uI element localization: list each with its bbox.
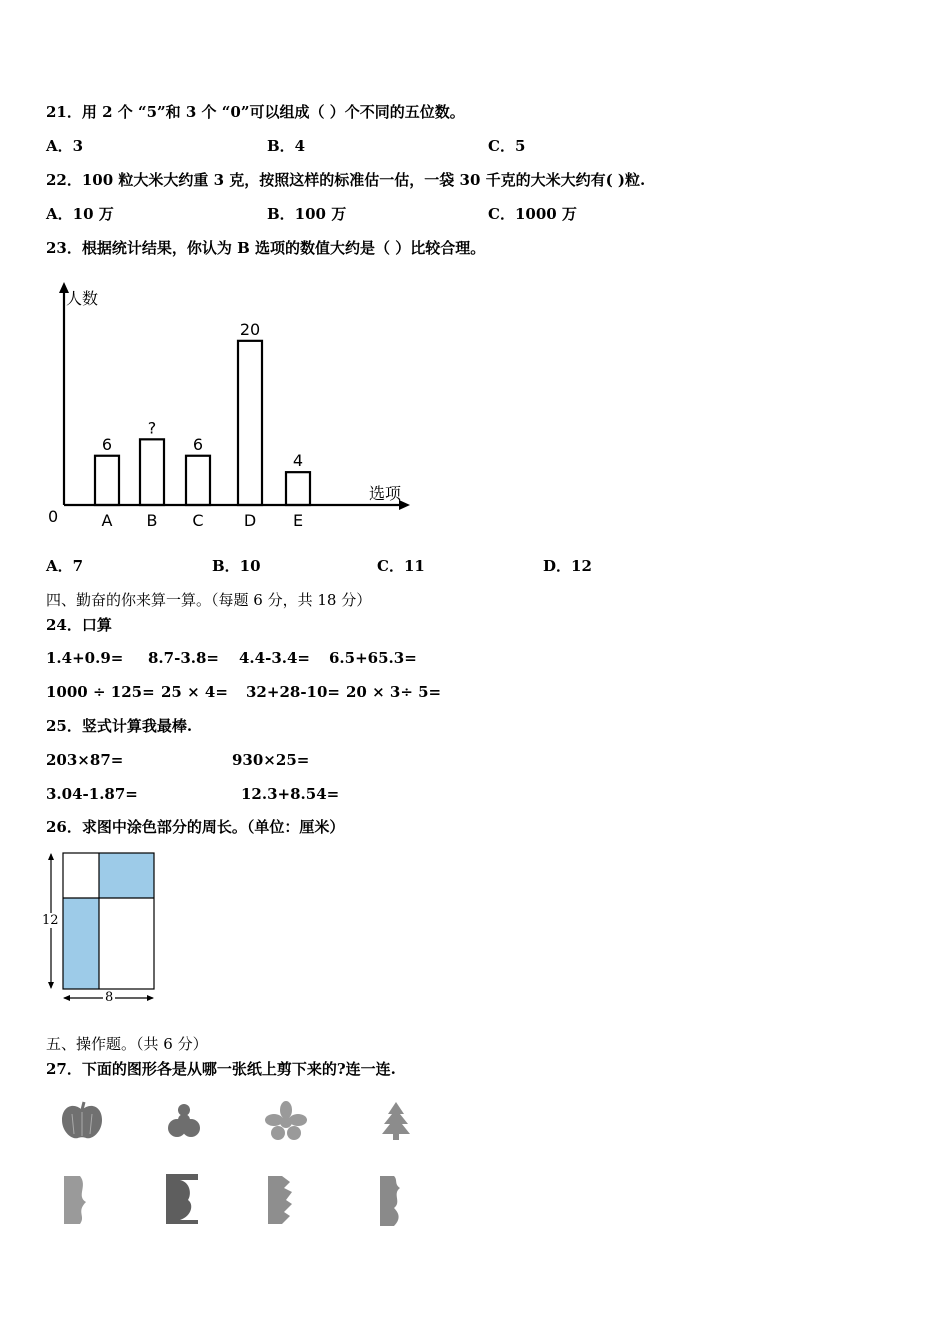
shaded-rect-left <box>63 898 99 989</box>
shaded-rect-top <box>99 853 154 898</box>
q23-option-a[interactable]: A．7 <box>46 557 84 575</box>
gourd-shape[interactable] <box>160 1098 208 1146</box>
paper-piece-4[interactable] <box>372 1172 416 1228</box>
arrow-left-icon <box>63 995 70 1001</box>
data-label-D: 20 <box>239 319 261 339</box>
arrow-down-icon <box>48 982 54 989</box>
data-label-C: 6 <box>192 434 204 454</box>
q25-text: 25．竖式计算我最棒. <box>46 717 193 735</box>
paper-piece-1[interactable] <box>58 1172 102 1228</box>
q27-text: 27．下面的图形各是从哪一张纸上剪下来的?连一连. <box>46 1060 396 1078</box>
data-label-A: 6 <box>101 434 113 454</box>
q21-option-a[interactable]: A．3 <box>46 137 84 155</box>
q23-text: 23．根据统计结果，你认为 B 选项的数值大约是（ ）比较合理。 <box>46 239 486 257</box>
bar-B <box>140 439 164 505</box>
tick-label-B: B <box>146 511 158 530</box>
q26-text: 26．求图中涂色部分的周长。（单位：厘米） <box>46 818 345 836</box>
bar-E <box>286 472 310 505</box>
q22-option-b[interactable]: B．100 万 <box>267 205 347 223</box>
q24-calc-1: 1.4+0.9= <box>46 649 124 667</box>
y-axis-label: 人数 <box>66 289 99 308</box>
bar-C <box>186 456 210 505</box>
bar-D <box>238 341 262 505</box>
q24-calc-6: 25 × 4= <box>161 683 228 701</box>
q25-calc-1: 203×87= <box>46 751 124 769</box>
tick-label-E: E <box>292 511 304 530</box>
tick-label-C: C <box>192 511 204 530</box>
perimeter-figure <box>40 846 165 1010</box>
q24-calc-8: 20 × 3÷ 5= <box>346 683 442 701</box>
section5-title: 五、操作题。（共 6 分） <box>46 1035 208 1053</box>
paper-piece-2[interactable] <box>160 1170 204 1226</box>
q23-option-c[interactable]: C．11 <box>377 557 425 575</box>
width-label: 8 <box>105 990 114 1005</box>
q21-option-b[interactable]: B．4 <box>267 137 306 155</box>
q21-option-c[interactable]: C．5 <box>488 137 526 155</box>
q24-calc-4: 6.5+65.3= <box>329 649 417 667</box>
paper-piece-3[interactable] <box>262 1172 306 1228</box>
arrow-up-icon <box>48 853 54 860</box>
origin-label: 0 <box>48 507 59 526</box>
x-axis-label: 选项 <box>369 484 402 503</box>
apple-shape[interactable] <box>58 1098 106 1146</box>
tick-label-A: A <box>101 511 113 530</box>
tree-shape[interactable] <box>372 1098 420 1146</box>
q24-calc-5: 1000 ÷ 125= <box>46 683 155 701</box>
q24-calc-2: 8.7-3.8= <box>148 649 219 667</box>
q24-text: 24．口算 <box>46 616 112 634</box>
bar-chart <box>40 280 420 540</box>
height-label: 12 <box>42 913 59 928</box>
q24-calc-7: 32+28-10= <box>246 683 340 701</box>
q24-calc-3: 4.4-3.4= <box>239 649 310 667</box>
data-label-E: 4 <box>292 451 304 471</box>
data-label-B: ? <box>147 418 157 438</box>
flower-shape[interactable] <box>262 1098 310 1146</box>
tick-label-D: D <box>243 511 257 530</box>
q25-calc-3: 3.04-1.87= <box>46 785 138 803</box>
q22-option-c[interactable]: C．1000 万 <box>488 205 577 223</box>
q22-option-a[interactable]: A．10 万 <box>46 205 114 223</box>
q21-text: 21．用 2 个 “5”和 3 个 “0”可以组成（ ）个不同的五位数。 <box>46 103 465 121</box>
q23-option-b[interactable]: B．10 <box>212 557 261 575</box>
q25-calc-4: 12.3+8.54= <box>241 785 340 803</box>
section4-title: 四、勤奋的你来算一算。（每题 6 分，共 18 分） <box>46 591 372 609</box>
bar-A <box>95 456 119 505</box>
q23-option-d[interactable]: D．12 <box>543 557 592 575</box>
q22-text: 22．100 粒大米大约重 3 克，按照这样的标准估一估，一袋 30 千克的大米大约有( )粒. <box>46 171 646 189</box>
q25-calc-2: 930×25= <box>232 751 310 769</box>
arrow-right-icon <box>147 995 154 1001</box>
